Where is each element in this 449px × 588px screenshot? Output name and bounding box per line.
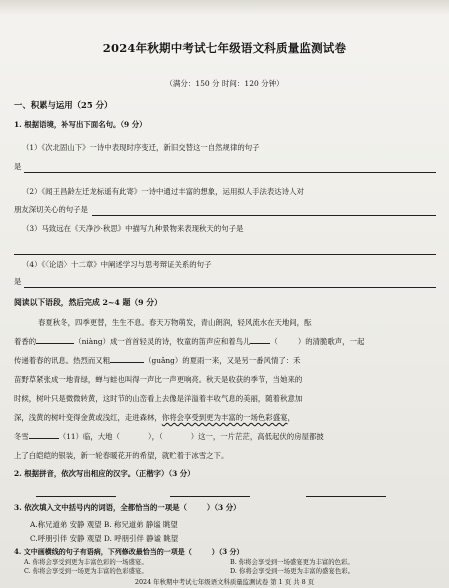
answer-line[interactable] [92,215,436,216]
q1-item1-end: 是 [14,162,22,171]
answer-line[interactable] [14,254,436,255]
passage-line: 深，浅黄的树叶变得金黄或浅红，走进森林，你将会享受到更为丰富的一场色彩盛宴， [14,413,295,422]
q1-item2-cont: 朋友深切关心的句子是 [14,205,88,214]
q2-blank-1[interactable] [36,496,116,497]
answer-line[interactable] [24,172,436,173]
q2-blank-3[interactable] [306,496,386,497]
reading-heading: 阅读以下语段，然后完成 2~4 题（9 分） [14,298,162,307]
passage-line: 春夏秋冬，四季更替，生生不息。春天万物萌发，青山朗润，轻风流水在天地间，酝 [38,318,312,327]
q2-blank-2[interactable] [170,496,250,497]
q2-stem: 2. 根据拼音，依次写出相应的汉字。（正楷字）（3 分） [14,469,195,478]
underlined-sentence: 你将会享受到更为丰富的一场色彩盛宴 [161,413,288,422]
passage-line: 上了白皑皑的银装，新一轮春暖花开的希望，就贮着于冰雪之下。 [14,451,229,460]
q4-option-d: D. 你将会享受到一场更为丰富的盛宴色彩。 [230,567,354,575]
q1-item1: （1）《次北固山下》一诗中表现时序变迁，新旧交替这一自然规律的句子 [22,143,260,152]
q3-stem: 3. 依次填入文中括号内的词语，全都恰当的一项是（ ）（3 分） [14,503,241,512]
passage-line: 传递着春的讯息。热烈而又粗 （guǎng）的夏雨一来，又是另一番风情了：禾 [14,356,301,365]
q3-option-row: A.称兄道弟 安静 观望 B. 称兄道弟 静谧 眺望 [30,520,178,529]
passage-line: 着香的 （niàng）成一首首轻灵的诗，牧童的笛声应和着鸟儿 （ ）的清脆歌声，一起 [14,337,365,346]
q4-stem: 4. 文中画横线的句子有语病，下列修改最恰当的一项是（ ）（3 分） [14,547,244,556]
answer-line[interactable] [24,287,436,288]
q4-option-c: C. 你将会享受到一场更为丰富的色彩盛宴。 [24,567,148,575]
q1-item2: （2）《闻王昌龄左迁龙标遥有此寄》一诗中通过丰富的想象，运用拟人手法表达诗人对 [22,187,304,196]
score-time-info: （满分：150 分 时间：120 分钟） [165,79,284,88]
exam-title: 2024年秋期中考试七年级语文科质量监测试卷 [102,41,347,55]
q4-option-a: A. 你将会享受到更为丰富色彩的一场盛宴。 [24,558,148,566]
q1-item4-end: 是 [14,277,22,286]
page-footer: 2024 年秋期中考试七年级语文科质量监测试卷 第 1 页 共 8 页 [134,578,315,586]
q1-stem: 1. 根据语境，补写出下面名句。（9 分） [14,120,147,129]
scan-shadow [0,0,449,16]
q3-option-row: C.呼朋引伴 安静 观望 D. 呼朋引伴 静谧 眺望 [30,534,179,543]
passage-line: 时候，树叶只是微微转黄，这时节的山峦看上去像是洋溢着丰收气息的美丽，随着秋意加 [14,394,303,403]
q1-item3: （3）马致远在《天净沙·秋思》中描写九种景物来表现秋天的句子是 [22,224,244,233]
section-heading: 一、积累与运用（25 分） [14,100,113,110]
passage-line: 苗野草紧张成一地青绿，蝉与蛙也叫得一声比一声更响亮。秋天是收获的季节，当她来的 [14,375,303,384]
passage-line: 冬雪 （11）临，大地（ ），（ ）这一，一片茫茫，高低起伏的房屋都披 [14,432,324,441]
q4-option-b: B. 你将会享受到一场盛宴更为丰富的色彩。 [230,558,354,566]
q1-item4: （4）《〈论语〉十二章》中阐述学习与思考辩证关系的句子 [22,260,212,269]
